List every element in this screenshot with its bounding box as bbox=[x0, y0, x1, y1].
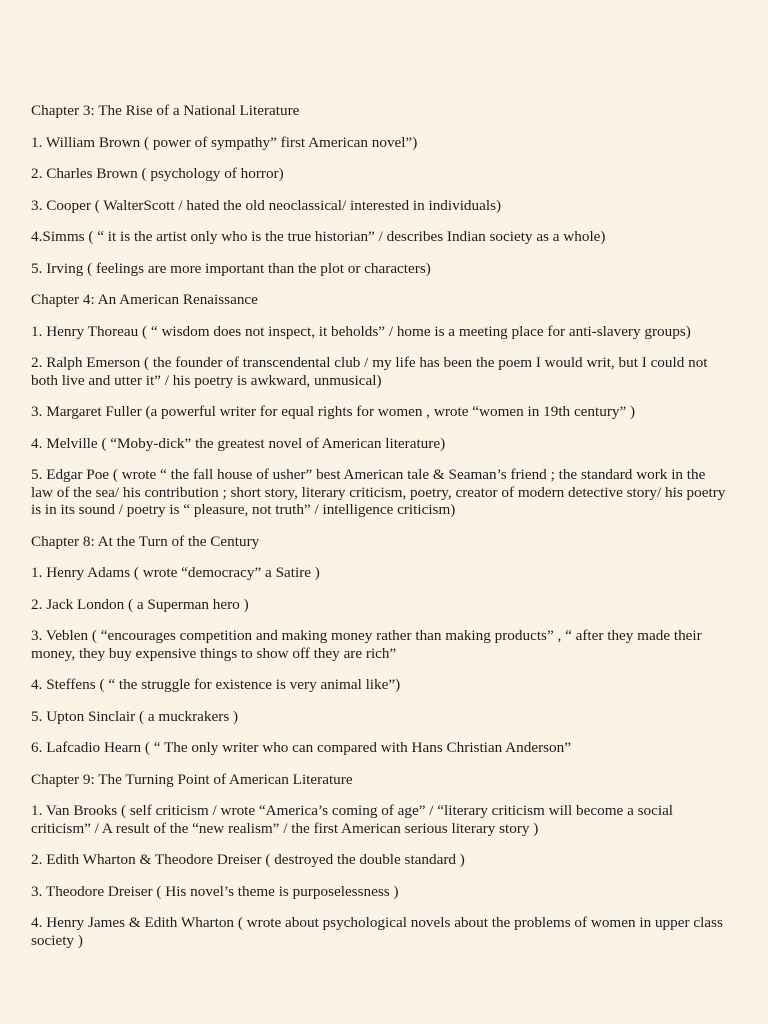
list-item: 1. Henry Thoreau ( “ wisdom does not inspect, it beholds” / home is a meeting place for anti-slavery groups) bbox=[31, 322, 691, 340]
chapter-heading: Chapter 4: An American Renaissance bbox=[31, 291, 258, 308]
list-item: 2. Edith Wharton & Theodore Dreiser ( destroyed the double standard ) bbox=[31, 851, 465, 868]
list-item: 6. Lafcadio Hearn ( “ The only writer who can compared with Hans Christian Anderson” bbox=[31, 739, 571, 756]
list-item: 1. Van Brooks ( self criticism / wrote “America’s coming of age” / “literary criticism will become a social criticism” / A result of the “new realism” / the first American serious literary story ) bbox=[31, 802, 674, 837]
list-item: 5. Edgar Poe ( wrote “ the fall house of usher” best American tale & Seaman’s friend ; the standard work in the law of the sea/ his contribution ; short story, literary criticism, poetry, creator of modern detective story/ his poetry is in its sound / poetry is “ pleasure, not truth” / intelligence criticism) bbox=[31, 466, 726, 518]
document-page bbox=[31, 102, 731, 963]
list-item: 2. Jack London ( a Superman hero ) bbox=[31, 595, 249, 613]
chapter-heading: Chapter 8: At the Turn of the Century bbox=[31, 532, 260, 550]
list-item: 5. Upton Sinclair ( a muckrakers ) bbox=[31, 707, 239, 725]
list-item: 3. Veblen ( “encourages competition and making money rather than making products” , “ after they made their money, they buy expensive things to show off they are rich” bbox=[31, 627, 702, 662]
list-item: 1. Henry Adams ( wrote “democracy” a Satire ) bbox=[31, 564, 320, 581]
list-item: 3. Cooper ( WalterScott / hated the old neoclassical/ interested in individuals) bbox=[31, 196, 502, 214]
list-item: 4. Melville ( “Moby-dick” the greatest novel of American literature) bbox=[31, 434, 446, 452]
list-item: 4.Simms ( “ it is the artist only who is the true historian” / describes Indian society as a whole) bbox=[31, 228, 606, 245]
list-item: 2. Charles Brown ( psychology of horror) bbox=[31, 165, 284, 182]
chapter-heading: Chapter 9: The Turning Point of American Literature bbox=[31, 770, 353, 788]
list-item: 3. Theodore Dreiser ( His novel’s theme is purposelessness ) bbox=[31, 882, 399, 900]
chapter-heading: Chapter 3: The Rise of a National Literature bbox=[31, 102, 300, 119]
list-item: 5. Irving ( feelings are more important than the plot or characters) bbox=[31, 259, 431, 277]
list-item: 3. Margaret Fuller (a powerful writer for equal rights for women , wrote “women in 19th century” ) bbox=[31, 403, 636, 420]
list-item: 2. Ralph Emerson ( the founder of transcendental club / my life has been the poem I would writ, but I could not both live and utter it” / his poetry is awkward, unmusical) bbox=[31, 354, 708, 389]
list-item: 4. Henry James & Edith Wharton ( wrote about psychological novels about the problems of women in upper class society ) bbox=[31, 914, 723, 949]
list-item: 4. Steffens ( “ the struggle for existence is very animal like”) bbox=[31, 676, 401, 693]
list-item: 1. William Brown ( power of sympathy” first American novel”) bbox=[31, 133, 418, 151]
